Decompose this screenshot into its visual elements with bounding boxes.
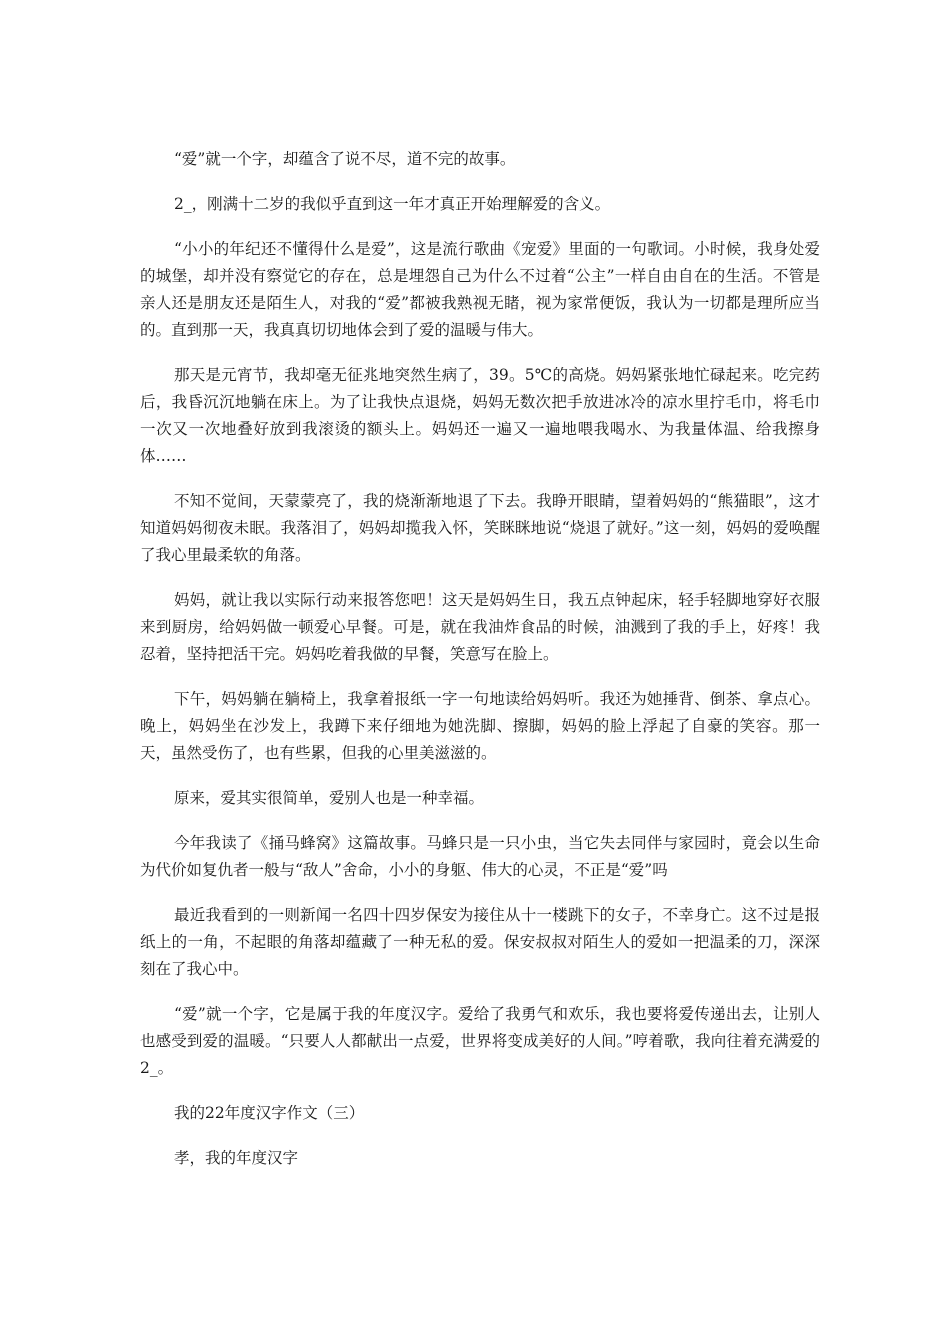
paragraph-2: 2_，刚满十二岁的我似乎直到这一年才真正开始理解爱的含义。 bbox=[174, 195, 611, 213]
paragraph-10: 最近我看到的一则新闻一名四十四岁保安为接住从十一楼跳下的女子，不幸身亡。这不过是报纸上的一角，不起眼的角落却蕴藏了一种无私的爱。保安叔叔对陌生人的爱如一把温柔的刀，深深刻在了我心中。 bbox=[140, 906, 820, 978]
document-body bbox=[140, 146, 820, 1190]
paragraph-4: 那天是元宵节，我却毫无征兆地突然生病了，39。5℃的高烧。妈妈紧张地忙碌起来。吃完药后，我昏沉沉地躺在床上。为了让我快点退烧，妈妈无数次把手放进冰冷的凉水里拧毛巾，将毛巾一次又一次地叠好放到我滚烫的额头上。妈妈还一遍又一遍地喂我喝水、为我量体温、给我擦身体…… bbox=[140, 366, 820, 465]
paragraph-5: 不知不觉间，天蒙蒙亮了，我的烧渐渐地退了下去。我睁开眼睛，望着妈妈的“熊猫眼”，这才知道妈妈彻夜未眠。我落泪了，妈妈却揽我入怀，笑眯眯地说“烧退了就好。”这一刻，妈妈的爱唤醒了我心里最柔软的角落。 bbox=[140, 492, 820, 564]
paragraph-8: 原来，爱其实很简单，爱别人也是一种幸福。 bbox=[174, 789, 485, 807]
subheading: 孝，我的年度汉字 bbox=[174, 1149, 299, 1167]
paragraph-9: 今年我读了《捅马蜂窝》这篇故事。马蜂只是一只小虫，当它失去同伴与家园时，竟会以生命为代价如复仇者一般与“敌人”舍命，小小的身躯、伟大的心灵，不正是“爱”吗 bbox=[140, 834, 820, 879]
paragraph-11: “爱”就一个字，它是属于我的年度汉字。爱给了我勇气和欢乐，我也要将爱传递出去，让别人也感受到爱的温暖。“只要人人都献出一点爱，世界将变成美好的人间。”哼着歌，我向往着充满爱的2_。 bbox=[140, 1005, 820, 1077]
paragraph-1: “爱”就一个字，却蕴含了说不尽，道不完的故事。 bbox=[174, 150, 516, 168]
paragraph-6: 妈妈，就让我以实际行动来报答您吧！这天是妈妈生日，我五点钟起床，轻手轻脚地穿好衣服来到厨房，给妈妈做一顿爱心早餐。可是，就在我油炸食品的时候，油溅到了我的手上，好疼！我忍着，坚持把活干完。妈妈吃着我做的早餐，笑意写在脸上。 bbox=[140, 591, 820, 663]
paragraph-7: 下午，妈妈躺在躺椅上，我拿着报纸一字一句地读给妈妈听。我还为她捶背、倒茶、拿点心。晚上，妈妈坐在沙发上，我蹲下来仔细地为她洗脚、擦脚，妈妈的脸上浮起了自豪的笑容。那一天，虽然受伤了，也有些累，但我的心里美滋滋的。 bbox=[140, 690, 820, 762]
section-heading: 我的22年度汉字作文（三） bbox=[174, 1104, 365, 1122]
paragraph-3: “小小的年纪还不懂得什么是爱”，这是流行歌曲《宠爱》里面的一句歌词。小时候，我身处爱的城堡，却并没有察觉它的存在，总是埋怨自己为什么不过着“公主”一样自由自在的生活。不管是亲人还是朋友还是陌生人，对我的“爱”都被我熟视无睹，视为家常便饭，我认为一切都是理所应当的。直到那一天，我真真切切地体会到了爱的温暖与伟大。 bbox=[140, 240, 820, 339]
